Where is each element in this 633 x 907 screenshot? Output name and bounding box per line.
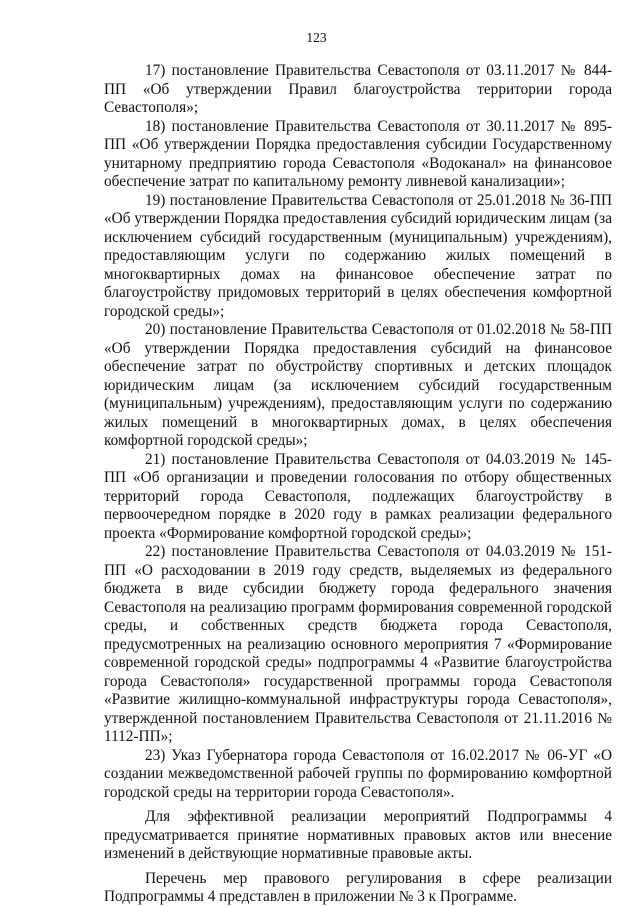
document-body [104, 62, 612, 907]
list-item-18: 18) постановление Правительства Севастополя от 30.11.2017 № 895-ПП «Об утверждении Порядка предоставления субсидии Государственному унитарному предприятию города Севастополя «Водоканал» на финансовое обеспечение затрат по капитальному ремонту ливневой канализации»; [104, 117, 612, 190]
list-item-19: 19) постановление Правительства Севастополя от 25.01.2018 № 36-ПП «Об утверждении Порядка предоставления субсидий юридическим лицам (за исключением субсидий государственным (муниципальным) учреждениям), предоставляющим услуги по содержанию жилых помещений в многоквартирных домах на финансовое обеспечение затрат по благоустройству придомовых территорий в целях обеспечения комфортной городской среды»; [104, 191, 612, 320]
list-item-17: 17) постановление Правительства Севастополя от 03.11.2017 № 844-ПП «Об утверждении Правил благоустройства территории города Севастополя»; [104, 62, 612, 116]
list-item-20: 20) постановление Правительства Севастополя от 01.02.2018 № 58-ПП «Об утверждении Порядка предоставления субсидий на финансовое обеспечение затрат по обустройству спортивных и детских площадок юридическим лицам (за исключением субсидий государственным (муниципальным) учреждениям), предоставляющим услуги по содержанию жилых помещений в многоквартирных домах, в целях обеспечения комфортной городской среды»; [104, 321, 612, 449]
paragraph-appendix-reference: Перечень мер правового регулирования в сфере реализации Подпрограммы 4 представлен в приложении № 3 к Программе. [104, 869, 612, 905]
page-number: 123 [306, 30, 327, 45]
list-item-22: 22) постановление Правительства Севастополя от 04.03.2019 № 151-ПП «О расходовании в 2019 году средств, выделяемых из федерального бюджета в виде субсидии бюджету города федерального значения Севастополя на реализацию программ формирования современной городской среды, и собственных средств бюджета города Севастополя, предусмотренных на реализацию основного мероприятия 7 «Формирование современной городской среды» подпрограммы 4 «Развитие благоустройства города Севастополя» государственной программы города Севастополя «Развитие жилищно-коммунальной инфраструктуры города Севастополя», утвержденной постановлением Правительства Севастополя от 21.11.2016 № 1112-ПП»; [104, 543, 612, 745]
list-item-23: 23) Указ Губернатора города Севастополя от 16.02.2017 № 06-УГ «О создании межведомственной рабочей группы по формированию комфортной городской среды на территории города Севастополя». [104, 746, 612, 801]
list-item-21: 21) постановление Правительства Севастополя от 04.03.2019 № 145-ПП «Об организации и проведении голосования по отбору общественных территорий города Севастополя, подлежащих благоустройству в первоочередном порядке в 2020 году в рамках реализации федерального проекта «Формирование комфортной городской среды»; [104, 450, 612, 542]
paragraph-regulatory-acts: Для эффективной реализации мероприятий Подпрограммы 4 предусматривается принятие нормативных правовых актов или внесение изменений в действующие нормативные правовые акты. [104, 808, 612, 862]
